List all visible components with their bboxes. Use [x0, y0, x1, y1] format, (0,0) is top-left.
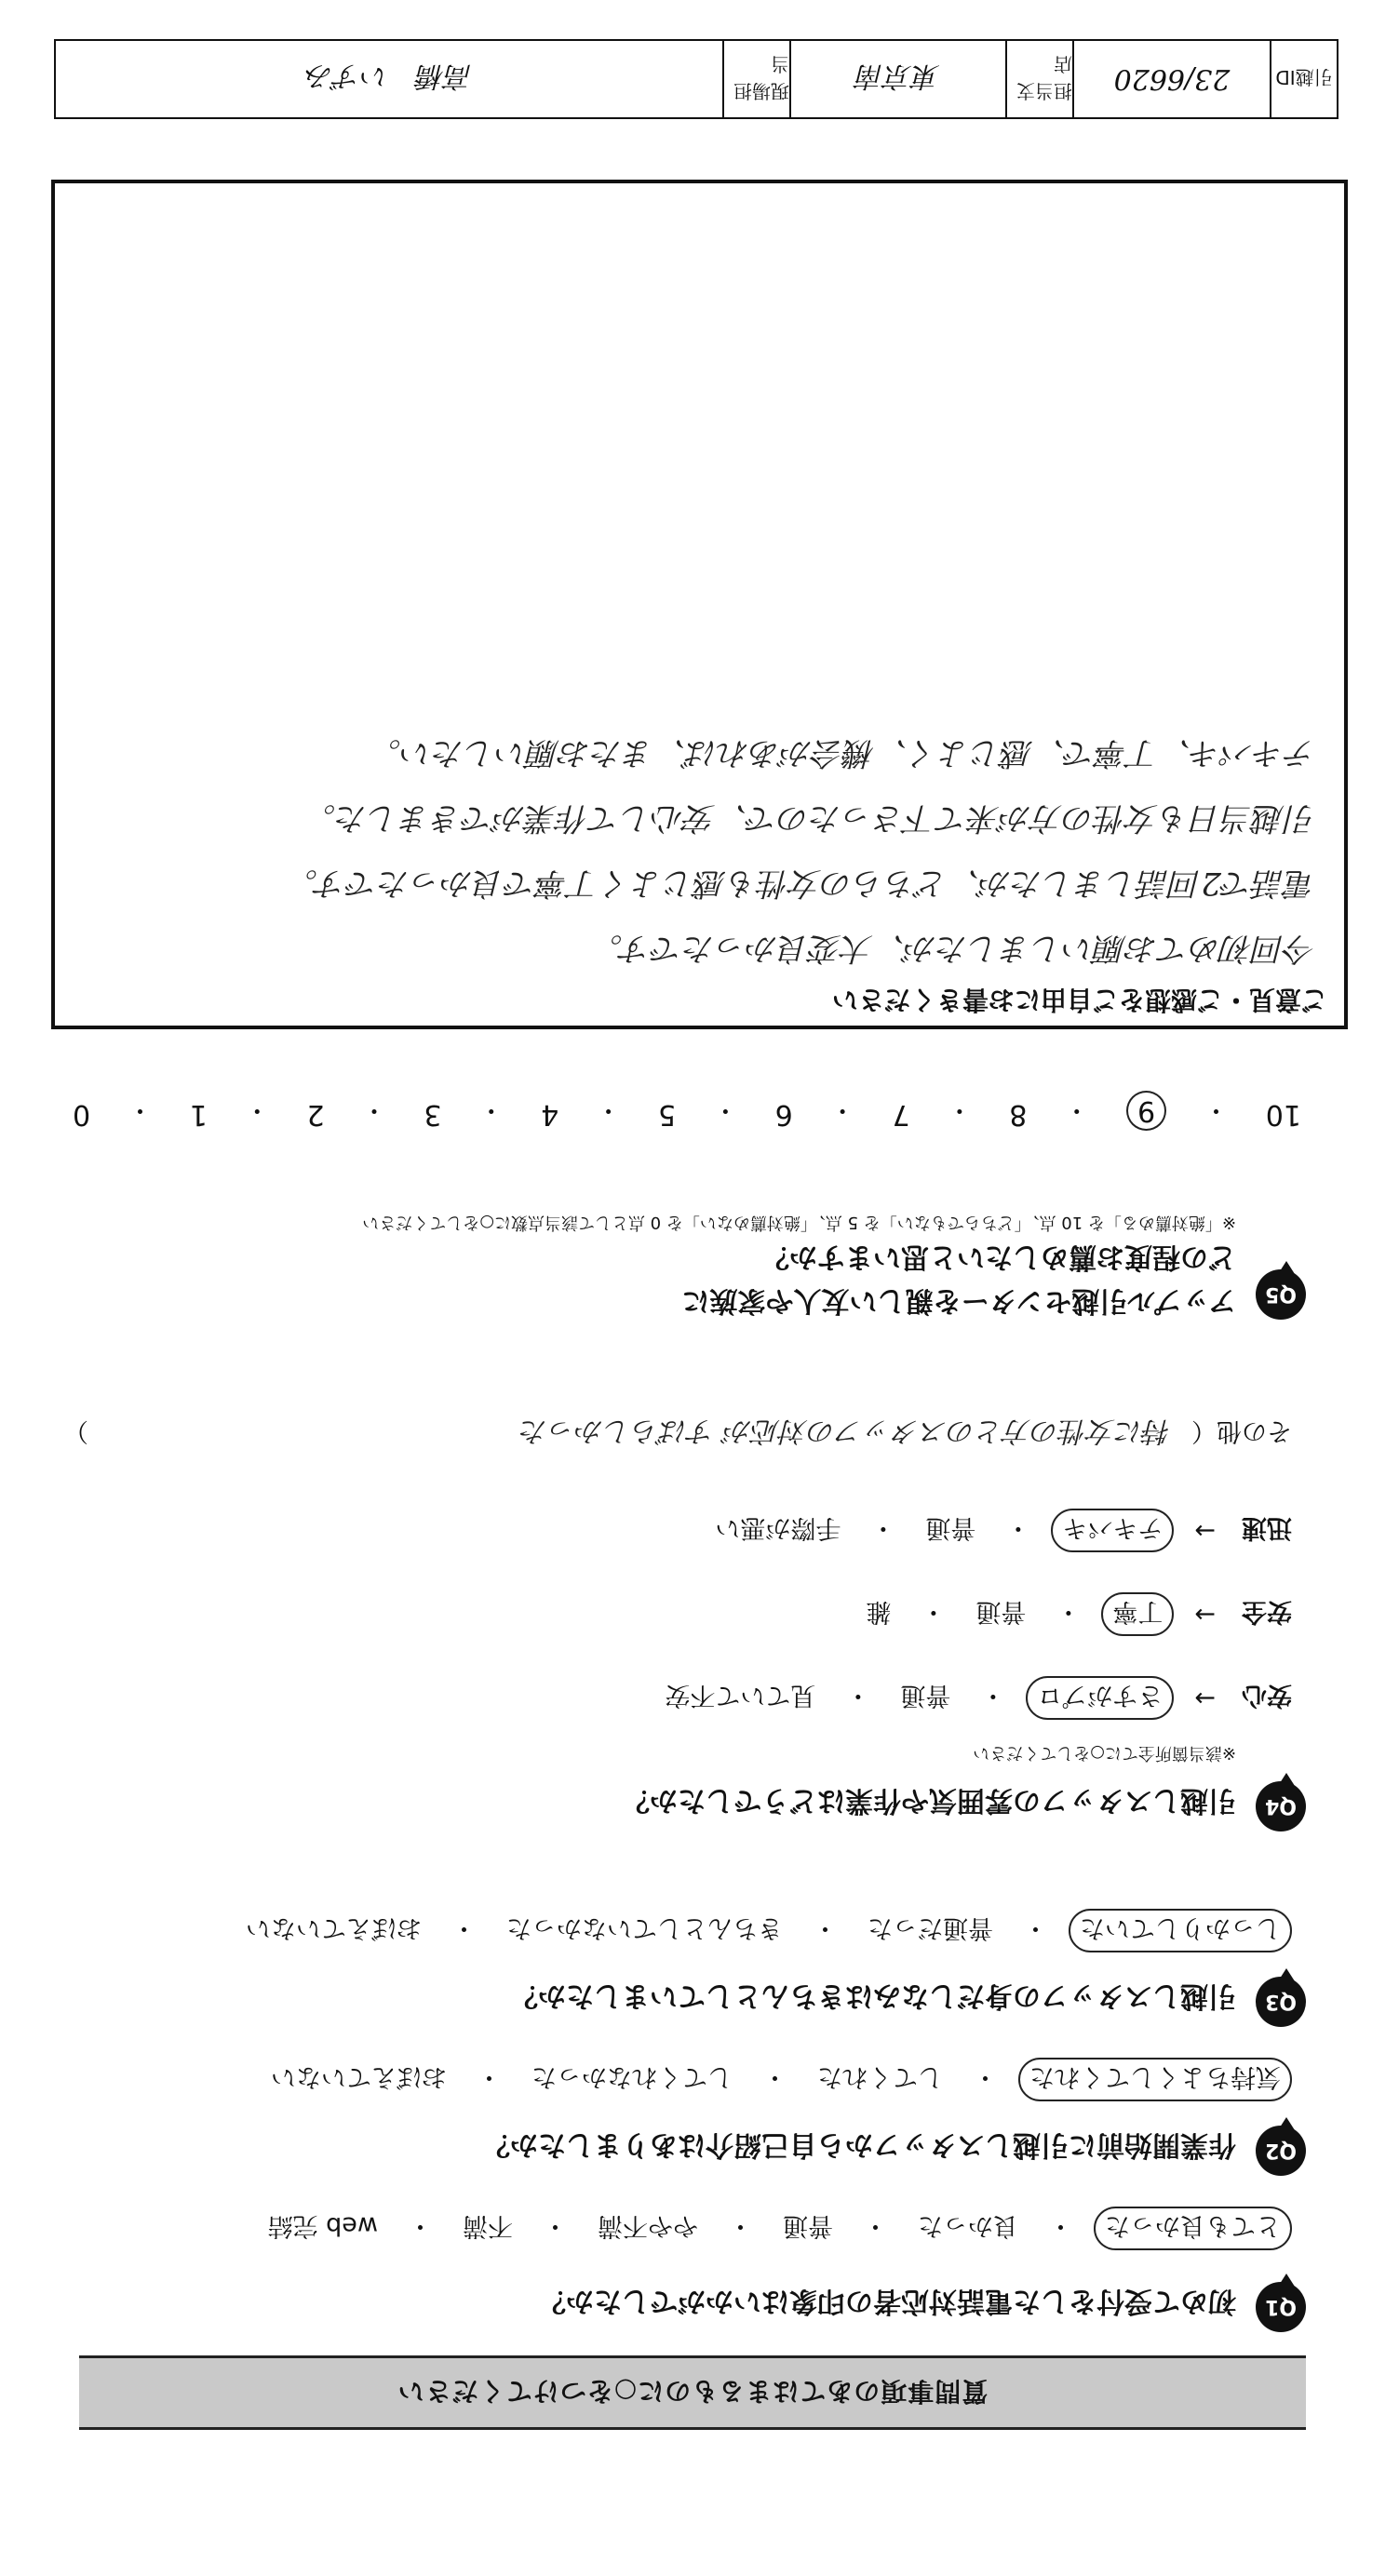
comment-title: ご意見・ご感想をご自由にお書きください — [831, 985, 1327, 1015]
q4-option[interactable]: 普通 — [900, 1681, 951, 1710]
q5-question-line1: アップル引越センターを親しい友人や家族に — [681, 1284, 1236, 1317]
q1-option-selected[interactable]: とても良かった — [1094, 2207, 1292, 2250]
q1-options: とても良かった ・ 良かった ・ 普通 ・ やや不満 ・ 不満 ・ web 完結 — [259, 2207, 1292, 2250]
comment-box[interactable] — [51, 180, 1348, 1029]
q5-score[interactable]: 2 — [306, 1098, 325, 1131]
move-id-value: 23/6620 — [1072, 41, 1270, 117]
q5-score[interactable]: 3 — [424, 1098, 442, 1131]
q4-row-anzen: 安全 → 丁寧 ・ 普通 ・ 雑 — [856, 1592, 1292, 1636]
q5-score[interactable]: 7 — [892, 1098, 910, 1131]
q4-other-row — [63, 1414, 1292, 1455]
move-id-label: 引越ID — [1270, 41, 1337, 117]
q5-score[interactable]: 10 — [1265, 1098, 1301, 1131]
q2-option[interactable]: してくれなかった — [531, 2062, 733, 2091]
q3-badge: Q3 — [1256, 1977, 1306, 2027]
footer-info-table — [54, 39, 1338, 119]
q4-option[interactable]: 普通 — [975, 1597, 1027, 1626]
q1-badge: Q1 — [1256, 2282, 1306, 2332]
q4-other-text[interactable]: 特に女性の方とのスタッフの対応が すばらしかった — [519, 1415, 1171, 1447]
q4-question: 引越しスタッフの雰囲気や作業はどうでしたか？ — [622, 1784, 1236, 1817]
q4-option[interactable]: 雑 — [866, 1597, 892, 1626]
q3-option[interactable]: 普通だった — [868, 1913, 993, 1942]
q3-option[interactable]: きちんとしていなかった — [506, 1913, 783, 1942]
q3-option[interactable]: おぼえていない — [246, 1913, 422, 1942]
staff-value: 高橋 いずみ — [305, 60, 473, 92]
q5-score[interactable]: 1 — [189, 1098, 208, 1131]
q5-score[interactable]: 0 — [73, 1098, 91, 1131]
q5-score-selected[interactable]: 9 — [1126, 1091, 1166, 1131]
q5-question-line2: どの程度お薦めしたいと思いますか？ — [761, 1241, 1236, 1273]
q3-question: 引越しスタッフの身だしなみはきちんとしていましたか？ — [510, 1979, 1236, 2012]
q4-note: ※該当箇所全てに○をしてください — [973, 1743, 1236, 1763]
q3-options: しっかりしていた ・ 普通だった ・ きちんとしていなかった ・ おぼえていない — [236, 1909, 1292, 1952]
q2-question: 作業開始前に引越しスタッフから自己紹介はありましたか？ — [482, 2128, 1236, 2161]
comment-line: テキパキ、丁寧で、感じよく、機会があれば、またお願いしたい。 — [369, 734, 1316, 771]
q1-option[interactable]: 普通 — [783, 2211, 833, 2240]
q5-scale: 10 ・ 9 ・ 8 ・ 7 ・ 6 ・ 5 ・ 4 ・ 3 ・ 2 ・ 1 ・ 0 — [73, 1091, 1301, 1131]
q4-other-close: ） — [63, 1416, 88, 1446]
q1-option[interactable]: 良かった — [918, 2211, 1018, 2240]
q4-option-selected[interactable]: テキパキ — [1051, 1509, 1174, 1552]
branch-value: 東京南 — [789, 41, 1005, 117]
q4-row-jinsoku: 迅速 → テキパキ ・ 普通 ・ 手際が悪い — [706, 1509, 1292, 1552]
q4-row-label: 安全 — [1242, 1597, 1292, 1626]
instruction-banner: 質問事項のあてはまるものに○をつけてください — [79, 2355, 1306, 2430]
q2-option[interactable]: してくれた — [817, 2062, 943, 2091]
q4-other-label: その他（ — [1191, 1416, 1292, 1446]
q2-option-selected[interactable]: 気持ちよくしてくれた — [1018, 2058, 1292, 2101]
q5-score[interactable]: 4 — [541, 1098, 559, 1131]
q2-badge: Q2 — [1256, 2126, 1306, 2176]
q4-option[interactable]: 見ていて不安 — [665, 1681, 816, 1710]
q5-badge: Q5 — [1256, 1269, 1306, 1320]
q1-option[interactable]: 不満 — [463, 2211, 513, 2240]
q5-score[interactable]: 8 — [1009, 1098, 1028, 1131]
q5-score[interactable]: 6 — [774, 1098, 793, 1131]
q4-option[interactable]: 手際が悪い — [715, 1513, 841, 1542]
q4-row-label: 迅速 — [1242, 1513, 1292, 1542]
q4-option-selected[interactable]: 丁寧 — [1101, 1592, 1174, 1636]
q4-badge: Q4 — [1256, 1781, 1306, 1831]
q4-row-label: 安心 — [1242, 1681, 1292, 1710]
q1-option[interactable]: web 完結 — [267, 2211, 378, 2240]
comment-line: 電話で2回話しましたが、どちらの女性も感じよく丁寧で良かったです。 — [286, 865, 1316, 902]
comment-line: 引越当日も女性の方が来て下さったので、安心して作業ができました。 — [303, 799, 1316, 837]
q4-option[interactable]: 普通 — [925, 1513, 976, 1542]
comment-line: 今回初めてお願いしましたが、大変良かったです。 — [590, 930, 1316, 967]
q4-option-selected[interactable]: さすがプロ — [1026, 1676, 1174, 1720]
q2-option[interactable]: おぼえていない — [271, 2062, 447, 2091]
staff-label: 現場担当 — [722, 41, 789, 117]
q3-option-selected[interactable]: しっかりしていた — [1069, 1909, 1292, 1952]
q5-score[interactable]: 5 — [657, 1098, 676, 1131]
q4-row-anshin: 安心 → さすがプロ ・ 普通 ・ 見ていて不安 — [655, 1676, 1292, 1720]
q1-option[interactable]: やや不満 — [598, 2211, 698, 2240]
q2-options: 気持ちよくしてくれた ・ してくれた ・ してくれなかった ・ おぼえていない — [262, 2058, 1292, 2101]
q1-question: 初めて受付をした電話対応者の印象はいかがでしたか？ — [538, 2285, 1236, 2317]
branch-label: 担当支店 — [1005, 41, 1072, 117]
q5-note: ※「絶対薦める」を 10 点、「どちらでもない」を 5 点、「絶対薦めない」を 0 点として該当点数に○をしてください — [362, 1213, 1236, 1232]
